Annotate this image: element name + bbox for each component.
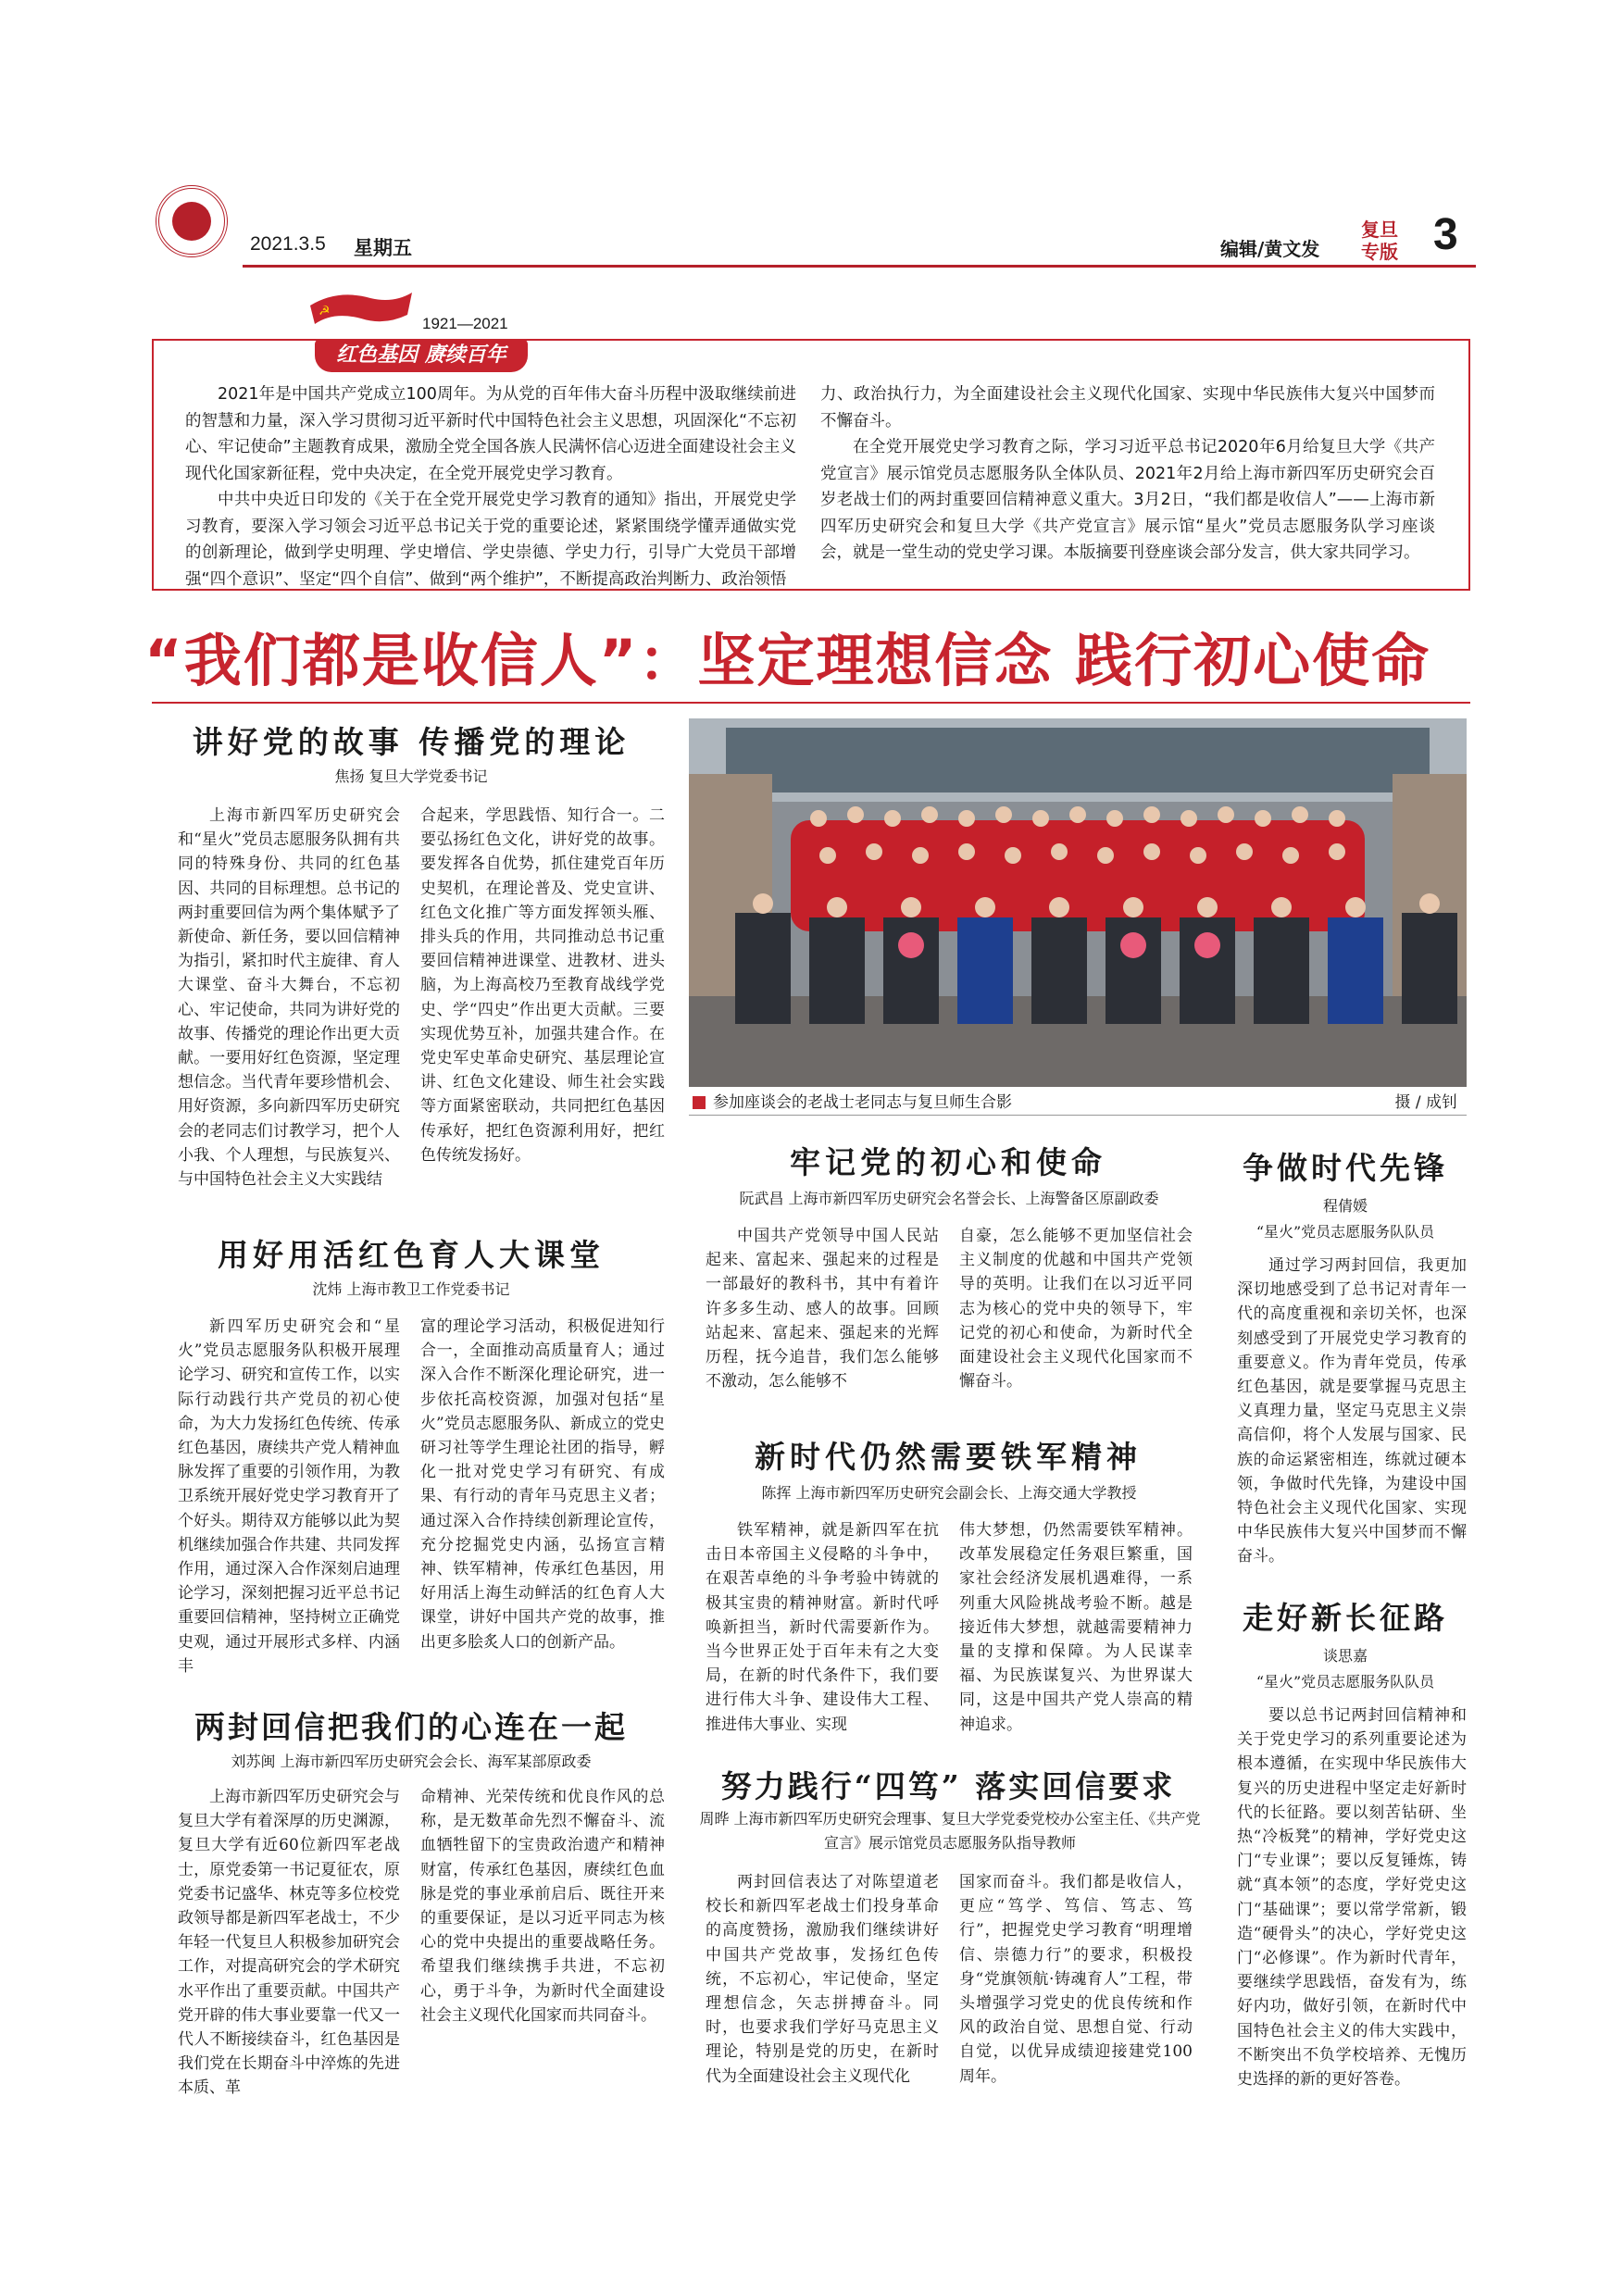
article-text: 自豪，怎么能够不更加坚信社会主义制度的优越和中国共产党领导的英明。让我们在以习近平同志为核心的党中央的领导下，牢记党的初心和使命，为新时代全面建设社会主义现代化国家而不懈奋斗。 — [959, 1227, 1193, 1391]
article-column — [420, 1785, 665, 2028]
article-text: 要以总书记两封回信精神和关于党史学习的系列重要论述为根本遵循，在实现中华民族伟大复兴的历史进程中坚定走好新时代的长征路。要以刻苦钻研、坐热“冷板凳”的精神，学好党史这门“专业课”；要以反复锤炼，铸就“真本领”的态度，学好党史这门“基础课”；要以常学常新，锻造“硬骨头”的决心，学好党史这门“必修课”。作为新时代青年，要继续学思践悟，奋发有为，练好内功，做好引领，在新时代中国特色社会主义的伟大实践中，不断突出不负学校培养、无愧历史选择的新的更好答卷。 — [1237, 1706, 1467, 2090]
article-column — [706, 1224, 939, 1393]
article-title: 用好用活红色育人大课堂 — [218, 1237, 605, 1273]
photo-caption: 参加座谈会的老战士老同志与复旦师生合影 — [713, 1093, 1012, 1112]
article-byline: 阮武昌 上海市新四军历史研究会名誉会长、上海警备区原副政委 — [739, 1190, 1159, 1207]
intro-paragraph: 在全党开展党史学习教育之际，学习习近平总书记2020年6月给复旦大学《共产党宣言》展示馆党员志愿服务队全体队员、2021年2月给上海市新四军历史研究会百岁老战士们的两封重要回信精神意义重大。3月2日，“我们都是收信人”——上海市新四军历史研究会和复旦大学《共产党宣言》展示馆“星火”党员志愿服务队学习座谈会，就是一堂生动的党史学习课。本版摘要刊登座谈会部分发言，供大家共同学习。 — [820, 438, 1435, 562]
article-column — [706, 1870, 939, 2089]
photo-caption-bar — [689, 1089, 1467, 1116]
group-photo — [689, 718, 1467, 1087]
photo-credit: 摄 / 成钊 — [1394, 1093, 1457, 1112]
article-text: 中国共产党领导中国人民站起来、富起来、强起来的过程是一部最好的教科书，其中有着许许多多生动、感人的故事。回顾站起来、富起来、强起来的光辉历程，抚今追昔，我们怎么能够不激动，怎么能够不 — [706, 1227, 939, 1391]
article-byline-role: “星火”党员志愿服务队队员 — [1255, 1223, 1435, 1241]
article-text: 上海市新四军历史研究会和“星火”党员志愿服务队拥有共同的特殊身份、共同的红色基因、共同的目标理想。总书记的两封重要回信为两个集体赋予了新使命、新任务，要以回信精神为指引，紧扣时代主旋律、育人大课堂、奋斗大舞台，不忘初心、牢记使命，共同为讲好党的故事、传播党的理论作出更大贡献。一要用好红色资源，坚定理想信念。当代青年要珍惜机会、用好资源，多向新四军历史研究会的老同志们讨教学习，把个人小我、个人理想，与民族复兴、与中国特色社会主义大实践结 — [178, 806, 400, 1190]
section-brand — [1354, 218, 1405, 263]
article-title: 讲好党的故事 传播党的理论 — [192, 724, 631, 760]
issue-weekday: 星期五 — [354, 237, 412, 259]
article-text: 通过学习两封回信，我更加深切地感受到了总书记对青年一代的高度重视和亲切关怀，也深刻感受到了开展党史学习教育的重要意义。作为青年党员，传承红色基因，就是要掌握马克思主义真理力量，坚定马克思主义崇高信仰，将个人发展与国家、民族的命运紧密相连，练就过硬本领，争做时代先锋，为建设中国特色社会主义现代化国家、实现中华民族伟大复兴中国梦而不懈奋斗。 — [1237, 1256, 1467, 1566]
fudan-university-logo — [156, 185, 228, 257]
article-byline: 陈挥 上海市新四军历史研究会副会长、上海交通大学教授 — [761, 1484, 1137, 1502]
article-column — [178, 804, 400, 1192]
article-column — [706, 1518, 939, 1737]
article-byline: 周晔 上海市新四军历史研究会理事、复旦大学党委党校办公室主任、《共产党宣言》展示馆党员志愿服务队指导教师 — [699, 1810, 1201, 1852]
issue-date: 2021.3.5 — [250, 233, 326, 255]
article-text: 新四军历史研究会和“星火”党员志愿服务队积极开展理论学习、研究和宣传工作，以实际行动践行共产党员的初心使命，为大力发扬红色传统、传承红色基因，赓续共产党人精神血脉发挥了重要的引领作用，为教卫系统开展好党史学习教育开了个好头。期待双方能够以此为契机继续加强合作共建、共同发挥作用，通过深入合作深刻启迪理论学习，深刻把握习近平总书记重要回信精神，坚持树立正确党史观，通过开展形式多样、内涵丰 — [178, 1317, 400, 1676]
main-headline: “我们都是收信人”：坚定理想信念 践行初心使命 — [144, 627, 1431, 694]
article-text: 上海市新四军历史研究会与复旦大学有着深厚的历史渊源，复旦大学有近60位新四军老战士，原党委第一书记夏征农，原党委书记盛华、林克等多位校党政领导都是新四军老战士，不少年轻一代复旦人积极参加研究会工作，对提高研究会的学术研究水平作出了重要贡献。中国共产党开辟的伟大事业要靠一代又一代人不断接续奋斗，红色基因是我们党在长期奋斗中淬炼的先进本质、革 — [178, 1788, 400, 2098]
intro-paragraph: 力、政治执行力，为全面建设社会主义现代化国家、实现中华民族伟大复兴中国梦而不懈奋斗。 — [820, 385, 1435, 430]
headline-rule — [152, 702, 1470, 704]
article-column — [178, 1315, 400, 1678]
page-number: 3 — [1433, 210, 1458, 259]
header-rule — [243, 265, 1476, 268]
intro-left-column — [185, 381, 796, 593]
article-column — [178, 1785, 400, 2101]
article-byline: 焦扬 复旦大学党委书记 — [334, 767, 488, 785]
article-title: 争做时代先锋 — [1243, 1150, 1448, 1186]
article-byline: 刘苏闽 上海市新四军历史研究会会长、海军某部原政委 — [231, 1753, 592, 1770]
party-flag-icon — [306, 287, 417, 331]
brand-line-1: 复旦 — [1361, 218, 1398, 241]
svg-text:☭: ☭ — [319, 304, 331, 318]
article-column — [420, 804, 665, 1167]
article-column — [959, 1870, 1193, 2089]
article-title: 走好新长征路 — [1243, 1600, 1448, 1636]
article-column — [959, 1518, 1193, 1737]
article-title: 努力践行“四笃” 落实回信要求 — [720, 1768, 1176, 1804]
article-byline-name: 程倩媛 — [1322, 1197, 1368, 1215]
intro-right-column — [820, 381, 1435, 567]
article-text: 合起来，学思践悟、知行合一。二要弘扬红色文化，讲好党的故事。要发挥各自优势，抓住建党百年历史契机，在理论普及、党史宣讲、红色文化推广等方面发挥领头雁、排头兵的作用，共同推动总书记重要回信精神进课堂、进教材、进头脑，为上海高校乃至教育战线学党史、学“四史”作出更大贡献。三要实现优势互补，加强共建合作。在党史军史革命史研究、基层理论宣讲、红色文化建设、师生社会实践等方面紧密联动，共同把红色基因传承好，把红色资源利用好，把红色传统发扬好。 — [420, 806, 665, 1165]
article-byline-name: 谈思嘉 — [1322, 1647, 1368, 1665]
article-column — [1237, 1254, 1467, 1569]
article-text: 命精神、光荣传统和优良作风的总称，是无数革命先烈不懈奋斗、流血牺牲留下的宝贵政治遗产和精神财富，传承红色基因，赓续红色血脉是党的事业承前启后、既往开来的重要保证，是以习近平同志为核心的党中央提出的重要战略任务。希望我们继续携手共进，不忘初心，勇于斗争，为新时代全面建设社会主义现代化国家而共同奋斗。 — [420, 1788, 665, 2025]
article-title: 牢记党的初心和使命 — [790, 1144, 1106, 1180]
article-column — [959, 1224, 1193, 1393]
article-title: 两封回信把我们的心连在一起 — [194, 1709, 628, 1745]
article-text: 两封回信表达了对陈望道老校长和新四军老战士们投身革命的高度赞扬，激励我们继续讲好中国共产党故事，发扬红色传统，不忘初心，牢记使命，坚定理想信念，矢志拼搏奋斗。同时，也要求我们学好马克思主义理论，特别是党的历史，在新时代为全面建设社会主义现代化 — [706, 1873, 939, 2086]
intro-paragraph: 中共中央近日印发的《关于在全党开展党史学习教育的通知》指出，开展党史学习教育，要深入学习领会习近平总书记关于党的重要论述，紧紧围绕学懂弄通做实党的创新理论，做到学史明理、学史增信、学史崇德、学史力行，引导广大党员干部增强“四个意识”、坚定“四个自信”、做到“两个维护”，不断提高政治判断力、政治领悟 — [185, 491, 796, 589]
article-column — [420, 1315, 665, 1654]
article-title: 新时代仍然需要铁军精神 — [755, 1439, 1142, 1475]
article-column — [1237, 1703, 1467, 2091]
centenary-years: 1921—2021 — [422, 315, 508, 332]
article-byline-role: “星火”党员志愿服务队队员 — [1255, 1673, 1435, 1691]
article-byline: 沈炜 上海市教卫工作党委书记 — [312, 1280, 510, 1298]
caption-marker-icon — [693, 1096, 706, 1109]
intro-paragraph: 2021年是中国共产党成立100周年。为从党的百年伟大奋斗历程中汲取继续前进的智慧和力量，深入学习贯彻习近平新时代中国特色社会主义思想，巩固深化“不忘初心、牢记使命”主题教育成果，激励全党全国各族人民满怀信心迈进全面建设社会主义现代化国家新征程，党中央决定，在全党开展党史学习教育。 — [185, 385, 796, 483]
article-text: 伟大梦想，仍然需要铁军精神。改革发展稳定任务艰巨繁重，国家社会经济发展机遇难得，一系列重大风险挑战考验不断。越是接近伟大梦想，就越需要精神力量的支撑和保障。为人民谋幸福、为民族谋复兴、为世界谋大同，这是中国共产党人崇高的精神追求。 — [959, 1521, 1193, 1734]
article-text: 富的理论学习活动，积极促进知行合一，全面推动高质量育人；通过深入合作不断深化理论研究，进一步依托高校资源，加强对包括“星火”党员志愿服务队、新成立的党史研习社等学生理论社团的指导，孵化一批对党史学习有研究、有成果、有行动的青年马克思主义者；通过深入合作持续创新理论宣传，充分挖掘党史内涵，弘扬宣言精神、铁军精神，传承红色基因，用好用活上海生动鲜活的红色育人大课堂，讲好中国共产党的故事，推出更多脍炙人口的创新产品。 — [420, 1317, 665, 1652]
brand-line-2: 专版 — [1361, 241, 1398, 263]
article-text: 铁军精神，就是新四军在抗击日本帝国主义侵略的斗争中，在艰苦卓绝的斗争考验中铸就的极其宝贵的精神财富。新时代呼唤新担当，新时代需要新作为。当今世界正处于百年未有之大变局，在新的时代条件下，我们要进行伟大斗争、建设伟大工程、推进伟大事业、实现 — [706, 1521, 939, 1734]
centenary-banner: 红色基因 赓续百年 — [315, 339, 528, 372]
article-text: 国家而奋斗。我们都是收信人，更应“笃学、笃信、笃志、笃行”，把握党史学习教育“明理增信、崇德力行”的要求，积极投身“党旗领航·铸魂育人”工程，带头增强学习党史的优良传统和作风的政治自觉、思想自觉、行动自觉，以优异成绩迎接建党100周年。 — [959, 1873, 1193, 2086]
editor-credit: 编辑/黄文发 — [1220, 238, 1320, 260]
